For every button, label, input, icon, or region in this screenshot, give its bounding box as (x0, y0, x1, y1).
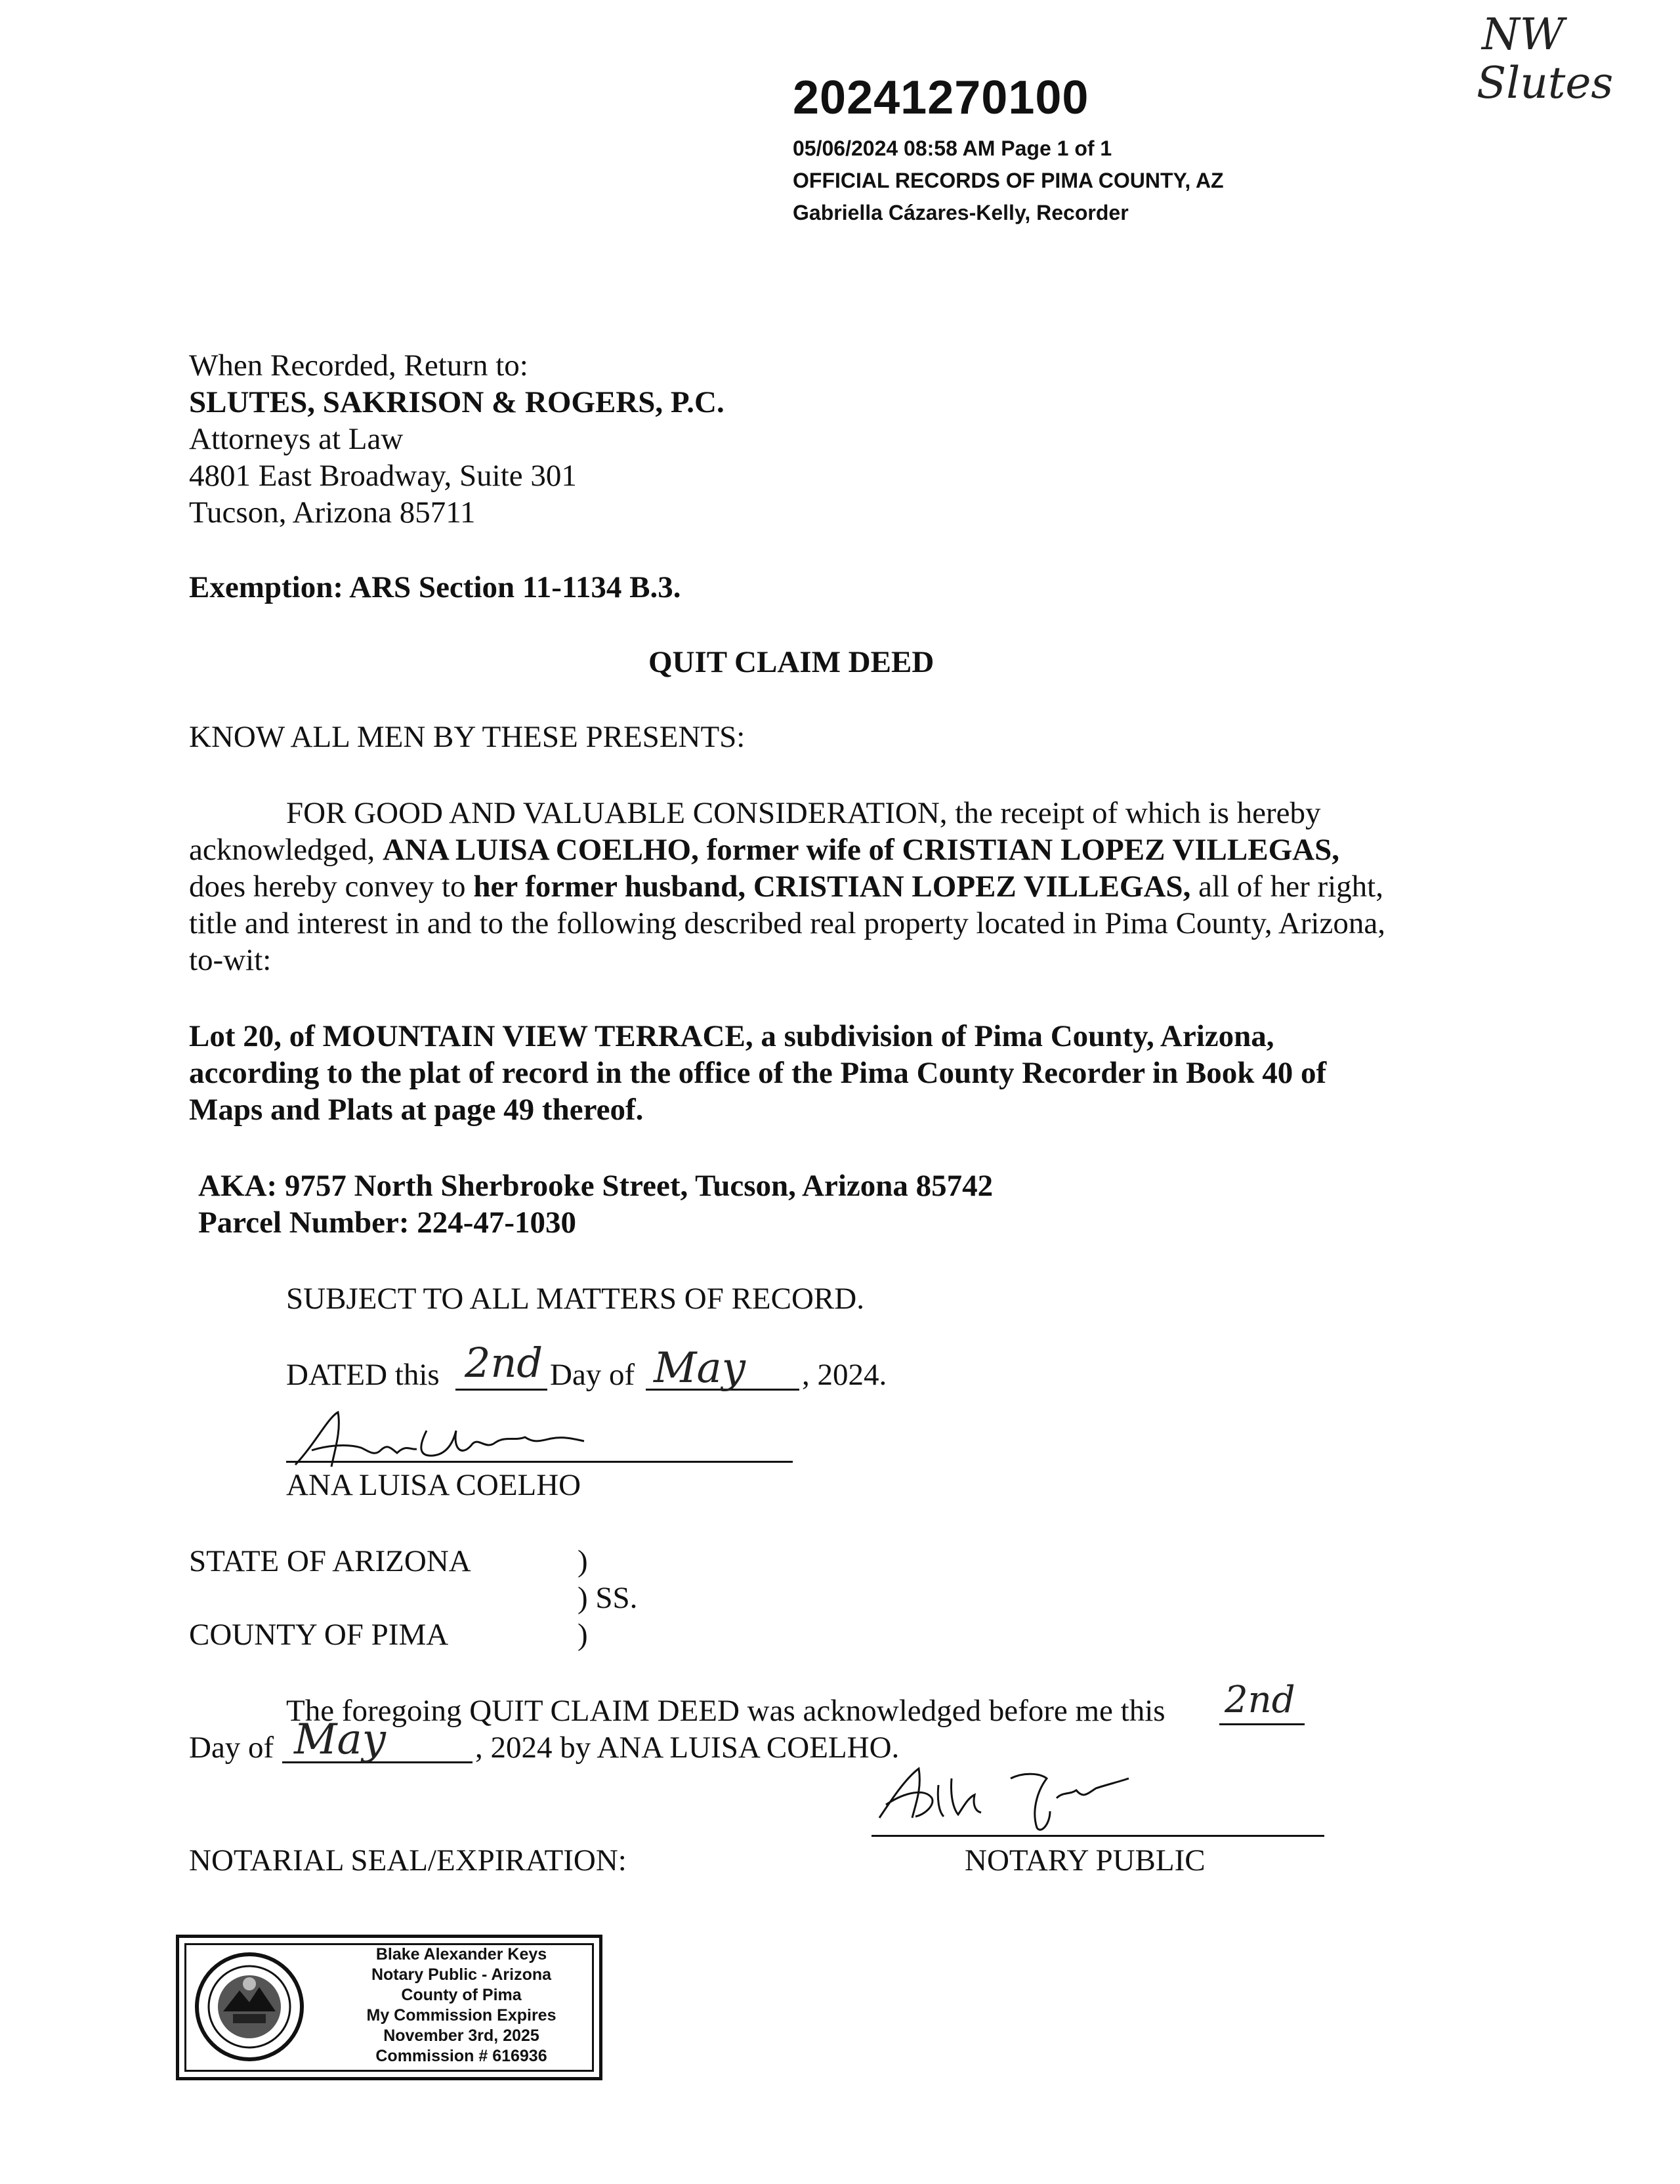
aka-address: AKA: 9757 North Sherbrooke Street, Tucson, Arizona 85742 (198, 1169, 994, 1203)
consideration-line4: title and interest in and to the following described real property located in Pima County, Arizona, (189, 906, 1385, 940)
grantor-description: ANA LUISA COELHO, former wife of CRISTIAN LOPEZ VILLEGAS, (382, 833, 1339, 867)
legal-description-line3: Maps and Plats at page 49 thereof. (189, 1093, 644, 1127)
dated-day-underline (455, 1389, 547, 1391)
return-to-line3: Attorneys at Law (189, 422, 404, 456)
venue-paren-1: ) (578, 1544, 588, 1578)
dated-day-handwritten: 2nd (465, 1339, 543, 1387)
notary-public-label: NOTARY PUBLIC (965, 1843, 1206, 1878)
document-title: QUIT CLAIM DEED (648, 645, 934, 679)
venue-paren-3: ) (578, 1618, 588, 1652)
acknowledgment-line2-end: , 2024 by ANA LUISA COELHO. (475, 1731, 900, 1765)
recording-datetime: 05/06/2024 08:58 AM Page 1 of 1 (793, 136, 1112, 160)
notary-seal-stamp (176, 1935, 602, 2080)
dated-day-of: Day of (550, 1358, 635, 1392)
notarial-seal-label: NOTARIAL SEAL/EXPIRATION: (189, 1843, 627, 1878)
consideration-line5: to-wit: (189, 943, 272, 977)
handwritten-margin-note-1: NW (1482, 9, 1564, 60)
consideration-line3-text: does hereby convey to (189, 870, 474, 904)
notary-signature-line (872, 1835, 1324, 1837)
signature-line (286, 1461, 793, 1463)
notary-seal-text (337, 1944, 586, 2067)
recorder-name: Gabriella Cázares-Kelly, Recorder (793, 201, 1129, 224)
notary-county: County of Pima (401, 1986, 522, 2004)
subject-to: SUBJECT TO ALL MATTERS OF RECORD. (286, 1282, 864, 1316)
return-to-label: When Recorded, Return to: (189, 348, 528, 383)
dated-year: , 2024. (802, 1358, 887, 1392)
consideration-line2 (189, 832, 1339, 868)
ack-day-handwritten: 2nd (1225, 1679, 1295, 1721)
ack-day-underline (1219, 1723, 1305, 1725)
acknowledgment-line1: The foregoing QUIT CLAIM DEED was acknowledged before me this (286, 1694, 1166, 1728)
ack-month-handwritten: May (294, 1715, 386, 1764)
grantor-signature (276, 1404, 643, 1477)
handwritten-margin-note-2: Slutes (1477, 58, 1614, 108)
consideration-line1: FOR GOOD AND VALUABLE CONSIDERATION, the receipt of which is hereby (286, 796, 1321, 830)
legal-description-line2: according to the plat of record in the office of the Pima County Recorder in Book 40 of (189, 1056, 1327, 1090)
acknowledgment-day-of: Day of (189, 1731, 274, 1765)
return-to-city: Tucson, Arizona 85711 (189, 495, 476, 530)
dated-prefix: DATED this (286, 1358, 440, 1392)
return-to-address: 4801 East Broadway, Suite 301 (189, 459, 577, 493)
arizona-state-seal-icon (194, 1951, 305, 2063)
notary-signature (860, 1759, 1201, 1838)
exemption-line: Exemption: ARS Section 11-1134 B.3. (189, 570, 681, 604)
venue-ss: ) SS. (578, 1581, 638, 1615)
recording-number: 20241270100 (793, 72, 1089, 124)
parcel-number: Parcel Number: 224-47-1030 (198, 1206, 577, 1240)
commission-number: Commission # 616936 (375, 2047, 547, 2065)
notary-title: Notary Public - Arizona (371, 1965, 552, 1984)
venue-county: COUNTY OF PIMA (189, 1618, 449, 1652)
know-all-men: KNOW ALL MEN BY THESE PRESENTS: (189, 720, 746, 754)
recording-office: OFFICIAL RECORDS OF PIMA COUNTY, AZ (793, 169, 1224, 192)
commission-expires-label: My Commission Expires (366, 2006, 556, 2025)
grantee-description: her former husband, CRISTIAN LOPEZ VILLEGAS, (473, 870, 1191, 904)
dated-month-handwritten: May (654, 1344, 746, 1393)
notary-name: Blake Alexander Keys (375, 1945, 547, 1964)
commission-expiration-date: November 3rd, 2025 (383, 2026, 539, 2045)
consideration-line2-text: acknowledged, (189, 833, 383, 867)
signer-name: ANA LUISA COELHO (286, 1468, 581, 1502)
venue-state: STATE OF ARIZONA (189, 1544, 471, 1578)
return-to-firm: SLUTES, SAKRISON & ROGERS, P.C. (189, 385, 724, 419)
consideration-line3 (189, 869, 1383, 904)
consideration-line3-end: all of her right, (1190, 870, 1383, 904)
legal-description-line1: Lot 20, of MOUNTAIN VIEW TERRACE, a subdivision of Pima County, Arizona, (189, 1019, 1274, 1053)
